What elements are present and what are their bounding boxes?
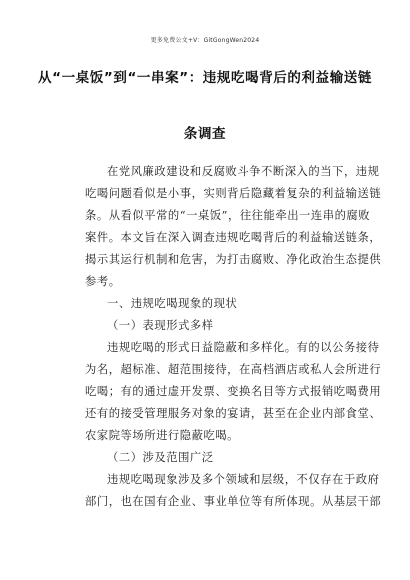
section-1-heading: 一、违规吃喝现象的现状 — [107, 297, 238, 310]
paragraph-line: 案件。本文旨在深入调查违规吃喝背后的利益输送链条， — [85, 231, 382, 244]
paragraph-line: 部门，也在国有企业、事业单位等有所体现。从基层干部 — [85, 495, 382, 508]
paragraph-line: 参考。 — [85, 275, 121, 288]
header-note: 更多免费公文+V：GitGongWen2024 — [150, 37, 260, 44]
intro-paragraph — [85, 161, 382, 293]
paragraph-line: 揭示其运行机制和危害，为打击腐败、净化政治生态提供 — [85, 253, 382, 266]
subsection-heading — [85, 315, 327, 337]
subsection-heading — [85, 447, 327, 469]
subsection-1-heading: （一）表现形式多样 — [107, 319, 214, 332]
paragraph-line: 还有的接受管理服务对象的宴请，甚至在企业内部食堂、 — [85, 407, 382, 420]
subsection-2-paragraph — [85, 469, 382, 513]
paragraph-line: 违规吃喝的形式日益隐蔽和多样化。有的以公务接待 — [107, 341, 380, 354]
section-heading — [85, 293, 327, 315]
document-title-line-1: 从“一桌饭”到“一串案”：违规吃喝背后的利益输送链 — [38, 70, 372, 86]
paragraph-line: 农家院等场所进行隐蔽吃喝。 — [85, 429, 240, 442]
paragraph-line: 条。从看似平常的“一桌饭”，往往能牵出一连串的腐败 — [85, 209, 371, 222]
paragraph-line: 吃喝；有的通过虚开发票、变换名目等方式报销吃喝费用 — [85, 385, 382, 398]
document-title-line-2: 条调查 — [183, 126, 227, 142]
subsection-1-paragraph — [85, 337, 382, 447]
paragraph-line: 吃喝问题看似是小事，实则背后隐藏着复杂的利益输送链 — [85, 187, 382, 200]
paragraph-line: 为名，超标准、超范围接待，在高档酒店或私人会所进行 — [85, 363, 382, 376]
paragraph-line: 在党风廉政建设和反腐败斗争不断深入的当下，违规 — [107, 165, 380, 178]
paragraph-line: 违规吃喝现象涉及多个领域和层级，不仅存在于政府 — [107, 473, 380, 486]
subsection-2-heading: （二）涉及范围广泛 — [107, 451, 214, 464]
